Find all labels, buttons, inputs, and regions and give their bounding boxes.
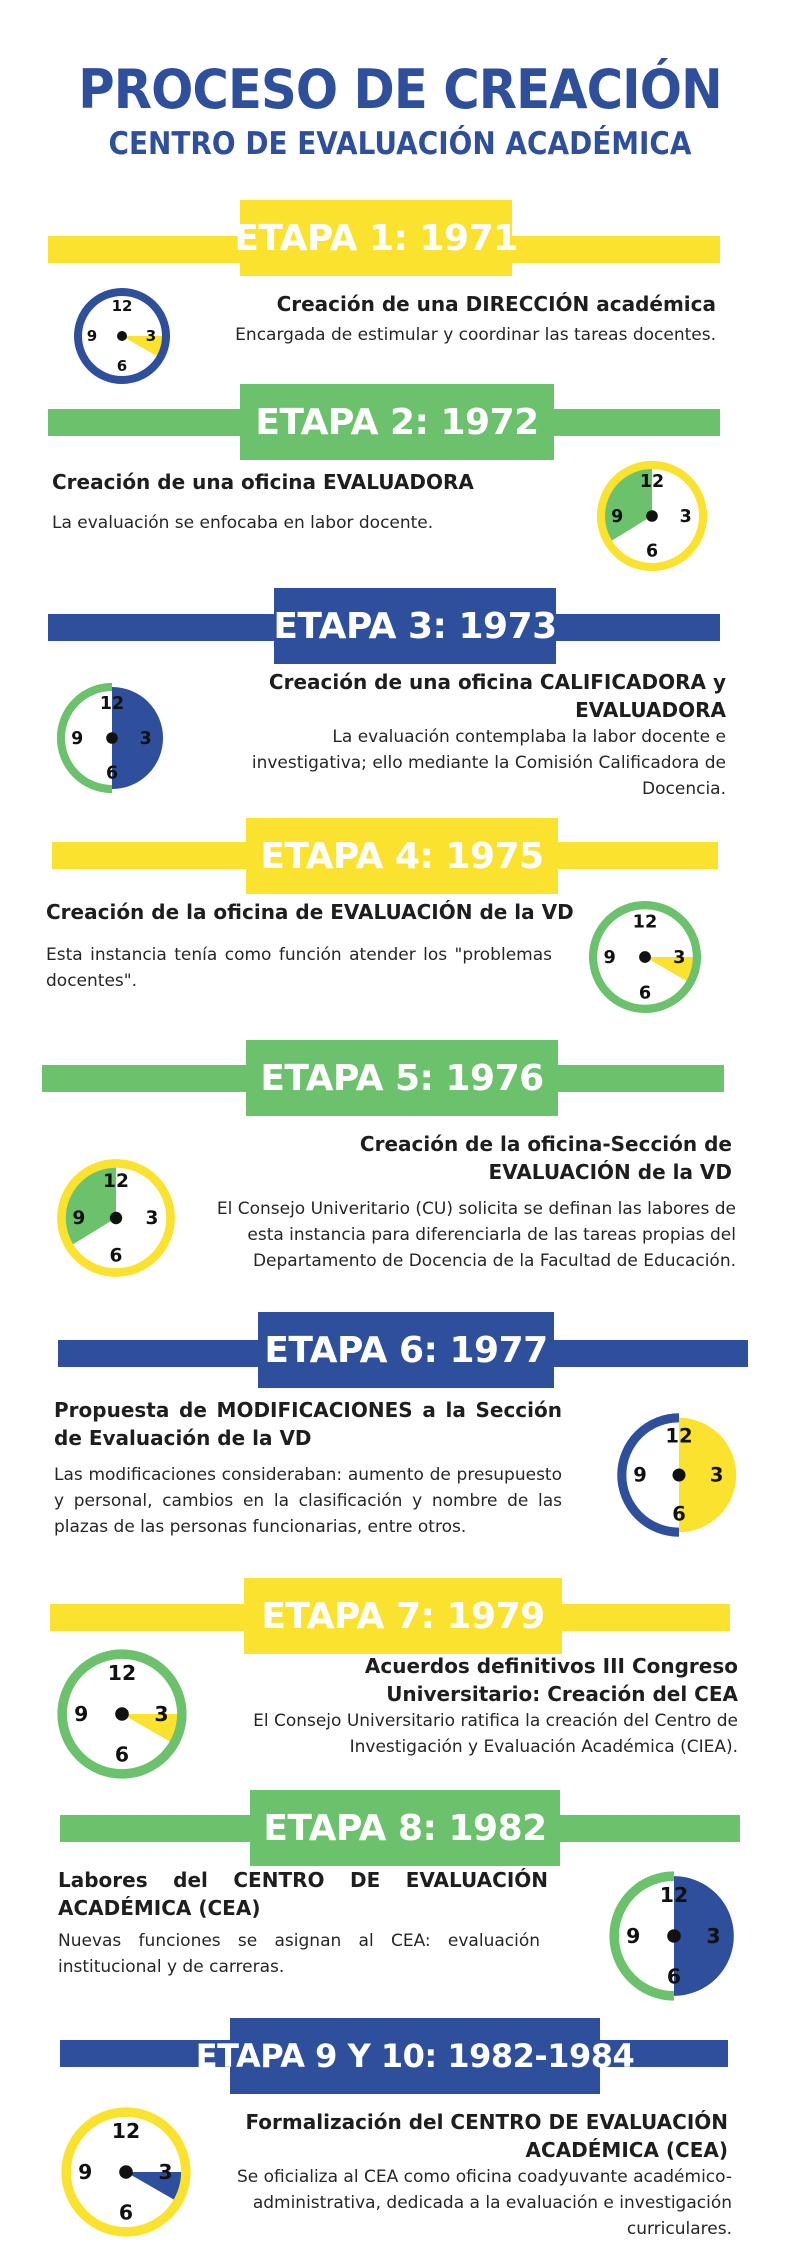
- svg-text:9: 9: [78, 2159, 93, 2184]
- svg-text:12: 12: [103, 1171, 129, 1192]
- clock-icon: [54, 680, 170, 796]
- svg-text:3: 3: [139, 728, 152, 749]
- svg-text:6: 6: [116, 357, 128, 375]
- svg-text:9: 9: [74, 1701, 89, 1726]
- svg-text:12: 12: [632, 912, 658, 933]
- svg-text:3: 3: [706, 1923, 721, 1948]
- clock-icon: [54, 1646, 190, 1782]
- stage-4-body: Esta instancia tenía como función atender los "problemas docentes".: [46, 945, 552, 991]
- stage-5-label: ETAPA 5: 1976: [246, 1040, 558, 1116]
- stage-2-label: ETAPA 2: 1972: [240, 384, 554, 460]
- stage-6-body: Las modificaciones consideraban: aumento de presupuesto y personal, cambios en la clasificación y nombre de las plazas de las personas funcionarias, entre otros.: [54, 1465, 562, 1537]
- clock-icon: [586, 898, 704, 1016]
- svg-text:12: 12: [99, 694, 125, 714]
- clock-icon: [594, 458, 710, 574]
- stage-8-body: Nuevas funciones se asignan al CEA: evaluación institucional y de carreras.: [58, 1931, 540, 1977]
- svg-text:9: 9: [633, 1463, 647, 1487]
- stage-2-heading: Creación de una oficina EVALUADORA: [52, 470, 474, 494]
- svg-text:6: 6: [672, 1502, 686, 1526]
- svg-text:9: 9: [611, 506, 624, 527]
- stage-7-label: ETAPA 7: 1979: [244, 1578, 562, 1654]
- svg-text:9: 9: [626, 1923, 641, 1948]
- stage-1-label: ETAPA 1: 1971: [240, 200, 512, 276]
- svg-text:12: 12: [639, 472, 665, 492]
- stage-6-label: ETAPA 6: 1977: [258, 1312, 554, 1388]
- stage-1-body: Encargada de estimular y coordinar las tareas docentes.: [235, 325, 716, 345]
- stage-5-body: El Consejo Univeritario (CU) solicita se definan las labores de esta instancia para diferenciarla de las tareas propias del Departamento de Docencia de la Facultad de Educación.: [216, 1199, 736, 1271]
- clock-icon: [54, 1156, 178, 1280]
- clock-icon: [606, 1868, 742, 2004]
- svg-text:6: 6: [645, 541, 659, 562]
- svg-text:12: 12: [111, 297, 133, 315]
- svg-text:12: 12: [111, 2119, 141, 2143]
- svg-text:3: 3: [709, 1463, 724, 1487]
- clock-icon: [72, 286, 172, 386]
- page-title: PROCESO DE CREACIÓN: [78, 58, 722, 121]
- stage-8-heading: Labores del CENTRO DE EVALUACIÓN ACADÉMICA (CEA): [58, 1868, 548, 1920]
- page-subtitle: CENTRO DE EVALUACIÓN ACADÉMICA: [108, 126, 692, 162]
- stage-8-label: ETAPA 8: 1982: [250, 1790, 560, 1866]
- svg-text:3: 3: [679, 506, 692, 527]
- clock-icon: [614, 1410, 744, 1540]
- stage-4-label: ETAPA 4: 1975: [246, 818, 558, 894]
- svg-text:3: 3: [154, 1701, 169, 1726]
- stage-9-10-body: Se oficializa al CEA como oficina coadyuvante académico-administrativa, dedicada a la evaluación e investigación curriculares.: [236, 2167, 732, 2239]
- svg-text:9: 9: [72, 1208, 86, 1230]
- svg-text:9: 9: [86, 327, 98, 345]
- stage-6-heading: Propuesta de MODIFICACIONES a la Sección de Evaluación de la VD: [54, 1398, 562, 1450]
- svg-text:12: 12: [659, 1883, 689, 1907]
- stage-2-body: La evaluación se enfocaba en labor docente.: [52, 513, 434, 533]
- stage-7-heading: Acuerdos definitivos III Congreso Universitario: Creación del CEA: [364, 1654, 738, 1706]
- stage-3-label: ETAPA 3: 1973: [274, 588, 556, 664]
- stage-3-body: La evaluación contemplaba la labor docente e investigativa; ello mediante la Comisión Calificadora de Docencia.: [251, 727, 726, 799]
- svg-text:6: 6: [638, 983, 652, 1004]
- stage-7-body: El Consejo Universitario ratifica la creación del Centro de Investigación y Evaluación Académica (CIEA).: [253, 1711, 738, 1757]
- svg-text:3: 3: [145, 327, 157, 345]
- svg-text:6: 6: [109, 1245, 123, 1267]
- svg-text:6: 6: [118, 2200, 134, 2225]
- svg-text:3: 3: [158, 2159, 173, 2184]
- svg-text:9: 9: [603, 947, 616, 968]
- svg-text:6: 6: [114, 1742, 130, 1767]
- stage-1-heading: Creación de una DIRECCIÓN académica: [276, 292, 716, 316]
- svg-text:6: 6: [105, 763, 119, 784]
- svg-text:3: 3: [673, 947, 686, 968]
- clock-icon: [58, 2104, 194, 2240]
- stage-3-heading: Creación de una oficina CALIFICADORA y EVALUADORA: [268, 670, 726, 722]
- svg-text:6: 6: [666, 1964, 682, 1989]
- svg-text:12: 12: [665, 1424, 693, 1448]
- stage-4-heading: Creación de la oficina de EVALUACIÓN de la VD: [46, 900, 574, 924]
- svg-text:3: 3: [145, 1208, 159, 1230]
- stage-9-10-label: ETAPA 9 Y 10: 1982-1984: [230, 2018, 600, 2094]
- stage-5-heading: Creación de la oficina-Sección de EVALUACIÓN de la VD: [359, 1132, 732, 1184]
- stage-9-10-heading: Formalización del CENTRO DE EVALUACIÓN ACADÉMICA (CEA): [245, 2110, 728, 2162]
- svg-text:12: 12: [107, 1661, 137, 1685]
- svg-text:9: 9: [71, 728, 84, 749]
